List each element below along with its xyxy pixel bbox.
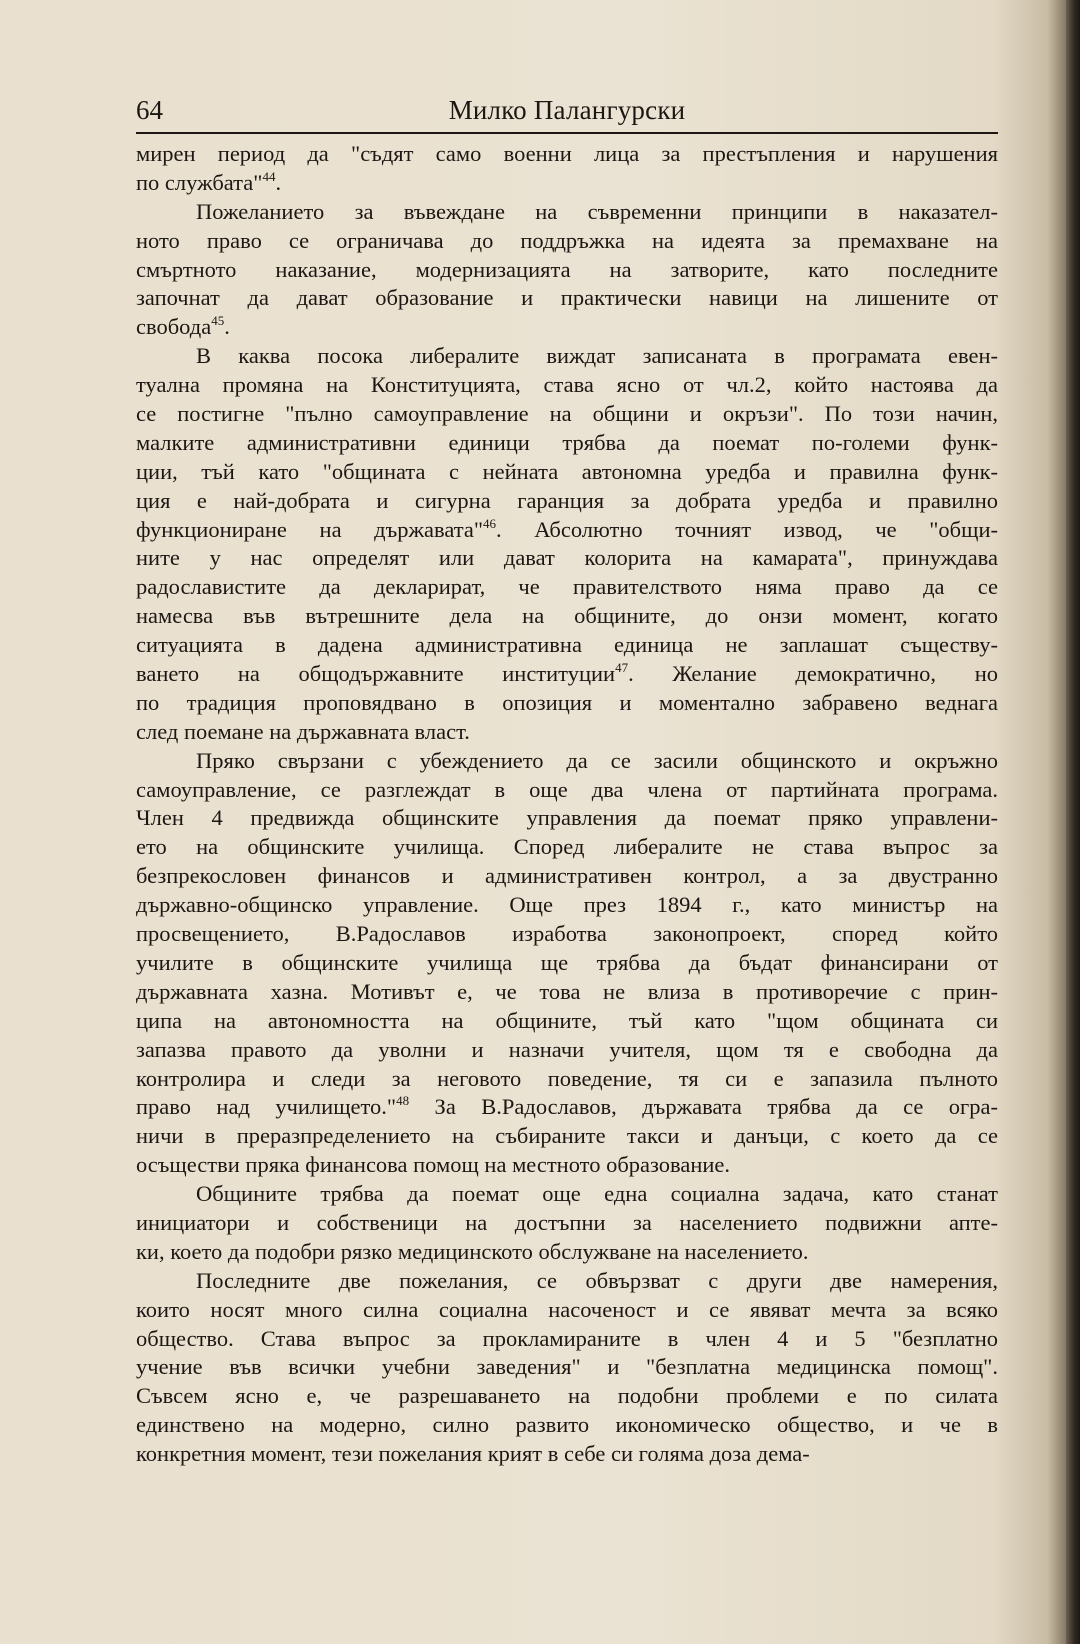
line-text-tail: . Желание демократично, но bbox=[628, 661, 998, 687]
paragraph bbox=[136, 140, 998, 198]
line-text: свобода bbox=[136, 314, 212, 340]
line-text: запазва правото да уволни и назначи учителя, щом тя е свободна да bbox=[136, 1036, 998, 1062]
line-text: учение във всички учебни заведения" и "безплатна медицинска помощ". bbox=[136, 1354, 998, 1380]
footnote-marker: 44 bbox=[262, 168, 276, 184]
text-line bbox=[136, 833, 998, 862]
line-text: туална промяна на Конституцията, става ясно от чл.2, който настоява да bbox=[136, 372, 998, 398]
line-text: ването на общодържавните институции bbox=[136, 661, 616, 687]
running-head: Милко Палангурски bbox=[448, 95, 686, 125]
text-line bbox=[136, 140, 998, 169]
text-line bbox=[136, 949, 998, 978]
text-line bbox=[136, 284, 998, 313]
line-text: училите в общинските училища ще трябва да бъдат финансирани от bbox=[136, 949, 998, 975]
header-rule bbox=[136, 132, 998, 134]
footnote-marker: 45 bbox=[211, 313, 225, 329]
line-text: намесва във вътрешните дела на общините, до онзи момент, когато bbox=[136, 603, 998, 629]
text-line bbox=[136, 862, 998, 891]
footnote-marker: 47 bbox=[615, 660, 629, 676]
text-line bbox=[136, 342, 998, 371]
line-text: по традиция проповядвано в опозиция и моментално забравено веднага bbox=[136, 689, 998, 715]
line-text: Член 4 предвижда общинските управления да поемат пряко управлени- bbox=[136, 805, 998, 831]
text-line bbox=[136, 544, 998, 573]
text-line bbox=[136, 1065, 998, 1094]
text-line bbox=[136, 776, 998, 805]
line-period: . bbox=[224, 314, 230, 340]
footnote-marker: 48 bbox=[396, 1093, 410, 1109]
text-line bbox=[136, 487, 998, 516]
text-line bbox=[136, 891, 998, 920]
text-line bbox=[136, 660, 998, 689]
text-line bbox=[136, 920, 998, 949]
line-text: инициатори и собственици на достъпни за населението подвижни апте- bbox=[136, 1209, 998, 1235]
text-line bbox=[136, 718, 998, 747]
text-line bbox=[136, 1353, 998, 1382]
line-text: ки, което да подобри рязко медицинското обслужване на населението. bbox=[136, 1238, 809, 1264]
line-text: радославистите да декларират, че правителството няма право да се bbox=[136, 574, 998, 600]
text-line bbox=[136, 573, 998, 602]
text-line bbox=[136, 689, 998, 718]
text-line bbox=[136, 1209, 998, 1238]
text-line bbox=[136, 1238, 998, 1267]
line-text: Пожеланието за въвеждане на съвременни принципи в наказател- bbox=[196, 198, 998, 224]
line-text: единствено на модерно, силно развито икономическо общество, и че в bbox=[136, 1412, 998, 1438]
text-line bbox=[136, 458, 998, 487]
line-text: конкретния момент, тези пожелания крият в себе си голяма доза дема- bbox=[136, 1441, 810, 1467]
line-text: ции, тъй като "общината с нейната автономна уредба и правилна функ- bbox=[136, 458, 998, 484]
line-text: В каква посока либералите виждат записаната в програмата евен- bbox=[196, 343, 998, 369]
text-line bbox=[136, 1180, 998, 1209]
text-line bbox=[136, 516, 998, 545]
page-number: 64 bbox=[136, 95, 163, 125]
line-text: ето на общинските училища. Според либералите не става въпрос за bbox=[136, 834, 998, 860]
line-text: безпрекословен финансов и административен контрол, а за двустранно bbox=[136, 863, 998, 889]
text-line bbox=[136, 1151, 998, 1180]
line-text: ситуацията в дадена административна единица не заплашат съществу- bbox=[136, 632, 998, 658]
text-line bbox=[136, 371, 998, 400]
text-line bbox=[136, 198, 998, 227]
page-header bbox=[136, 92, 998, 132]
paragraph bbox=[136, 1180, 998, 1267]
text-line bbox=[136, 313, 998, 342]
line-text: самоуправление, се разглеждат в още два члена от партийната програма. bbox=[136, 776, 998, 802]
text-line bbox=[136, 1440, 998, 1469]
text-line bbox=[136, 169, 998, 198]
line-text: функциониране на държавата" bbox=[136, 516, 484, 542]
text-line bbox=[136, 227, 998, 256]
text-line bbox=[136, 1093, 998, 1122]
line-text: се постигне "пълно самоуправление на общини и окръзи". По този начин, bbox=[136, 401, 998, 427]
text-line bbox=[136, 1382, 998, 1411]
text-line bbox=[136, 602, 998, 631]
line-text: Съвсем ясно е, че разрешаването на подобни проблеми е по силата bbox=[136, 1383, 998, 1409]
paragraph bbox=[136, 342, 998, 746]
line-text: ничи в преразпределението на събираните такси и данъци, с което да се bbox=[136, 1123, 998, 1149]
paragraph bbox=[136, 747, 998, 1180]
line-text: държавната хазна. Мотивът е, че това не влиза в противоречие с прин- bbox=[136, 978, 998, 1004]
text-line bbox=[136, 1267, 998, 1296]
line-text: ното право се ограничава до поддръжка на идеята за премахване на bbox=[136, 227, 998, 253]
page-edge-shadow bbox=[1066, 0, 1080, 1644]
text-line bbox=[136, 1296, 998, 1325]
text-line bbox=[136, 400, 998, 429]
line-text: които носят много силна социална насоченост и се явяват мечта за всяко bbox=[136, 1296, 998, 1322]
line-text: Общините трябва да поемат още една социална задача, като станат bbox=[196, 1181, 998, 1207]
text-line bbox=[136, 1411, 998, 1440]
line-text: по службата" bbox=[136, 169, 263, 195]
line-text: след поемане на държавната власт. bbox=[136, 718, 470, 744]
text-line bbox=[136, 804, 998, 833]
text-line bbox=[136, 429, 998, 458]
body-text bbox=[136, 140, 998, 1469]
line-text: ция е най-добрата и сигурна гаранция за добрата уредба и правилно bbox=[136, 487, 998, 513]
text-line bbox=[136, 747, 998, 776]
text-line bbox=[136, 631, 998, 660]
text-line bbox=[136, 978, 998, 1007]
line-text-tail: За В.Радославов, държавата трябва да се огра- bbox=[409, 1094, 998, 1120]
text-line bbox=[136, 256, 998, 285]
text-line bbox=[136, 1122, 998, 1151]
line-text: държавно-общинско управление. Още през 1894 г., като министър на bbox=[136, 892, 998, 918]
line-text: смъртното наказание, модернизацията на затворите, като последните bbox=[136, 256, 998, 282]
line-text: просвещението, В.Радославов изработва законопроект, според който bbox=[136, 921, 998, 947]
line-text: мирен период да "съдят само военни лица за престъпления и нарушения bbox=[136, 141, 998, 166]
line-text: общество. Става въпрос за прокламираните в член 4 и 5 "безплатно bbox=[136, 1325, 998, 1351]
text-line bbox=[136, 1007, 998, 1036]
paragraph bbox=[136, 198, 998, 342]
paragraph bbox=[136, 1267, 998, 1469]
line-text: ните у нас определят или дават колорита на камарата", принуждава bbox=[136, 545, 998, 571]
line-text-tail: . Абсолютно точният извод, че "общи- bbox=[496, 516, 998, 542]
line-text: малките административни единици трябва да поемат по-големи функ- bbox=[136, 429, 998, 455]
line-text: осъществи пряка финансова помощ на местното образование. bbox=[136, 1152, 731, 1178]
line-text: започнат да дават образование и практически навици на лишените от bbox=[136, 285, 998, 311]
text-line bbox=[136, 1325, 998, 1354]
line-text: контролира и следи за неговото поведение, тя си е запазила пълното bbox=[136, 1065, 998, 1091]
line-text: Пряко свързани с убеждението да се засили общинското и окръжно bbox=[196, 747, 998, 773]
line-period: . bbox=[275, 169, 282, 195]
line-text: Последните две пожелания, се обвързват с други две намерения, bbox=[196, 1267, 998, 1293]
footnote-marker: 46 bbox=[483, 515, 497, 531]
line-text: ципа на автономността на общините, тъй като "щом общината си bbox=[136, 1007, 998, 1033]
text-line bbox=[136, 1036, 998, 1065]
line-text: право над училището." bbox=[136, 1094, 397, 1120]
